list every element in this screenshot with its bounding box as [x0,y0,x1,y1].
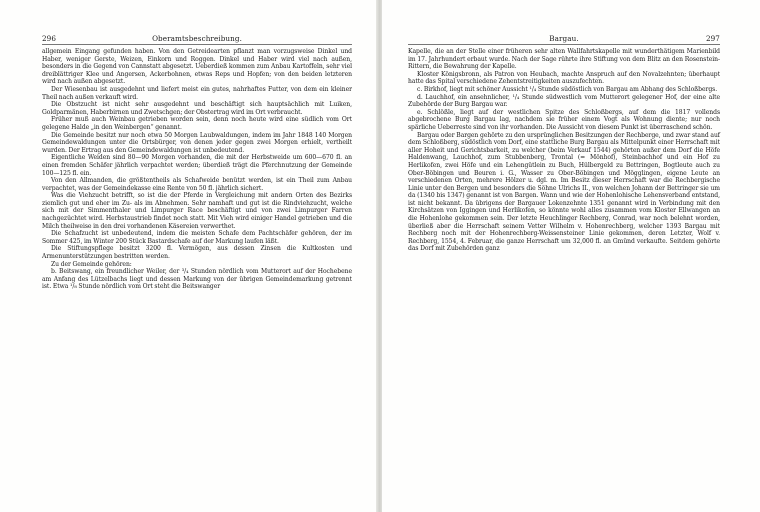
paragraph: allgemein Eingang gefunden haben. Von den Getreidearten pflanzt man vorzugsweise Dinkel und Haber, weniger Gerste, Weizen, Einkorn und Roggen. Dinkel und Haber wird viel nach außen, besonders in die Gegend von Cannstatt abgesetzt. Ueberdieß kommen zum Anbau Kartoffeln, sehr viel dreiblättriger Klee und Angersen, Ackerbohnen, etwas Reps und Hopfen; von den beiden letzteren wird nach außen abgesetzt. [42,48,352,86]
paragraph: Bargau oder Bargen gehörte zu den ursprünglichen Besitzungen der Rechberge, und zwar stand auf dem Schloßberg, südöstlich vom Dorf, eine stattliche Burg Bargau als Mittelpunkt einer Herrschaft mit aller Hoheit und Gerichtsbarkeit, zu welcher (beim Verkauf 1544) gehörten außer dem Dorf die Höfe Haldenwang, Lauchhof, zum Stubbenberg, Trontal (= Mönhof), Steinbachhof und ein Hof zu Herlikofen, zwei Höfe und ein Lehengütlein zu Buch, Hülbergeld zu Bettringen, Bogtleute auch zu Ober-Böbingen und Beuren i. G., Wasser zu Ober-Böbingen und Mögglingen, eigene Leute an verschiedenen Orten, mehrere Hölzer u. dgl. m. Im Besitz dieser Herrschaft war die Rechbergische Linie unter den Bergen und besonders die Söhne Ulrichs II., von welchen Johann der Bettringer sie um da (1340 bis 1347) genannt ist von Bargen. Wann und wie der Hohenlohische Lehensverband entstand, ist nicht bekannt. Da übrigens der Bargauer Lokenzehnte 1351 genannt wird in Verbindung mit den Kirchsätzen von Iggingen und Herlikofen, so könnte wohl alles zusammen vom Kloster Ellwangen an die Hohenlohe gekommen sein. Der letzte Heuchlinger Rechberg, Conrad, war noch belehnt worden, überließ aber die Herrschaft seinem Vetter Wilhelm v. Hohenrechberg, welcher 1393 Bargau mit Rechberg noch mit der Hohenrechberg-Weissensteiner Linie gekommen, deren Letzter, Wolf v. Rechberg, 1554, 4. Februar, die ganze Herrschaft um 32,000 fl. an Gmünd verkaufte. Seitdem gehörte das Dorf mit Zubehörden ganz [408,131,720,253]
paragraph: Die Obstzucht ist nicht sehr ausgedehnt und beschäftigt sich hauptsächlich mit Luiken, Goldparmänen, Haberbirnen und Zwetschgen; der Obstertrag wird im Ort verbraucht. [42,101,352,116]
left-page [0,0,378,512]
right-page-number: 297 [705,34,720,43]
left-page-number: 296 [42,34,57,43]
paragraph: Der Wiesenbau ist ausgedehnt und liefert meist ein gutes, nahrhaftes Futter, von dem ein kleiner Theil nach außen verkauft wird. [42,85,352,101]
paragraph: Früher muß auch Weinbau getrieben worden sein, denn noch heute wird eine südlich vom Ort gelegene Halde „in den Weinbergen“ genannt. [42,116,352,131]
left-running-title: Oberamtsbeschreibung. [152,34,242,43]
paragraph: c. Birkhof, liegt mit schöner Aussicht ¹/₄ Stunde südöstlich von Bargau am Abhang des Schloßbergs. [417,85,718,93]
paragraph: Was die Viehzucht betrifft, so ist die der Pferde in Vergleichung mit andern Orten des Bezirks ziemlich gut und eher im Zu- als im Abnehmen. Sehr namhaft und gut ist die Rindviehzucht, welche sich mit der Simmenthaler und Limpurger Race beschäftigt und von zwei Limpurger Farren nachgezüchtet wird. Herbstaustrieb findet noch statt. Mit Vieh wird einiger Handel getrieben und die Milch theilweise in den drei vorhandenen Käsereien verwerthet. [42,192,352,230]
paragraph: e. Schlößle, liegt auf der westlichen Spitze des Schloßbergs, auf dem die 1817 vollends abgebrochene Burg Bargau lag, nachdem sie früher einem Vogt als Wohnung diente; nur noch spärliche Ueberreste sind von ihr vorhanden. Die Aussicht von diesem Punkt ist überraschend schön. [408,108,720,131]
right-page-body [408,48,720,253]
right-page [382,0,760,512]
paragraph: Kloster Königsbronn, als Patron von Heubach, machte Anspruch auf den Novalzehnten; überhaupt hatte das Spital verschiedene Zehentstreitigkeiten auszufechten. [408,70,720,86]
paragraph: Zu der Gemeinde gehören: [51,260,132,268]
paragraph: d. Lauchhof, ein ansehnlicher, ¹/₄ Stunde südwestlich vom Mutterort gelegener Hof, der eine alte Zubehörde der Burg Bargau war. [408,93,720,109]
right-page-header [408,34,720,45]
paragraph: b. Beitswang, ein freundlicher Weiler, der ³/₄ Stunden nördlich vom Mutterort auf der Hochebene am Anfang des Lützelbachs liegt und dessen Markung von der übrigen Gemeindemarkung getrennt ist. Etwa ¹/₈ Stunde nördlich vom Ort steht die Beitswanger [42,268,352,291]
paragraph: Kapelle, die an der Stelle einer früheren sehr alten Wallfahrtskapelle mit wunderthätigem Marienbild im 17. Jahrhundert erbaut wurde. Nach der Sage rührte ihre Stiftung von dem Blitz an den Rosenstein-Rittern, die Bewahrung der Kapelle. [408,48,720,71]
paragraph: Die Gemeinde besitzt nur noch etwa 50 Morgen Laubwaldungen, indem im Jahr 1848 140 Morgen Gemeindewaldungen unter die Ortsbürger, von denen jeder gegen zwei Morgen erhielt, vertheilt wurden. Der Ertrag aus den Gemeindewaldungen ist unbedeutend. [42,131,352,154]
left-page-header [42,34,352,45]
paragraph: Die Stiftungspflege besitzt 3200 fl. Vermögen, aus dessen Zinsen die Kultkosten und Armenunterstützungen bestritten werden. [42,245,352,261]
paragraph: Eigentliche Weiden sind 80—90 Morgen vorhanden, die mit der Herbstweide um 600—670 fl. an einen fremden Schäfer jährlich verpachtet werden; überdieß trägt die Pferchnutzung der Gemeinde 100—125 fl. ein. [42,154,352,177]
left-page-body [42,48,352,291]
right-running-title: Bargau. [549,34,579,43]
paragraph: Von den Allmanden, die größtentheils als Schafweide benützt werden, ist ein Theil zum Anbau verpachtet, was der Gemeindekasse eine Rente von 50 fl. jährlich sichert. [42,177,352,192]
paragraph: Die Schafzucht ist unbedeutend, indem die meisten Schafe dem Pachtschäfer gehören, der im Sommer 425, im Winter 200 Stück Bastardschafe auf der Markung laufen läßt. [42,230,352,245]
